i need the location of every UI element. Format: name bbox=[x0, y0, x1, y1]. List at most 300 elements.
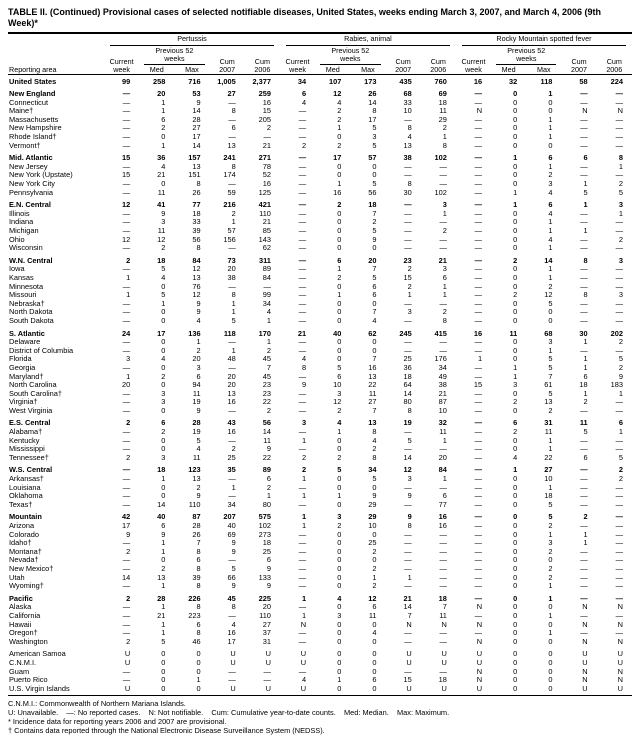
value-cell: 0 bbox=[513, 474, 518, 484]
value-cell: — bbox=[404, 482, 412, 492]
value-cell: — bbox=[404, 114, 412, 124]
value-cell: 84 bbox=[438, 465, 447, 475]
value-cell: 6 bbox=[231, 123, 236, 133]
reporting-area-cell: New York City bbox=[9, 180, 56, 189]
value-cell: 0 bbox=[337, 243, 342, 253]
value-cell: 23 bbox=[403, 255, 412, 265]
value-cell: 0 bbox=[337, 444, 342, 454]
value-cell: U bbox=[210, 685, 245, 696]
value-cell: 241 bbox=[223, 153, 236, 163]
value-cell: 0 bbox=[513, 538, 518, 548]
table-row bbox=[8, 373, 632, 382]
cum-2006-header: Cum 2006 bbox=[245, 46, 280, 75]
value-cell: 64 bbox=[403, 380, 412, 390]
value-cell: — bbox=[474, 345, 483, 355]
value-cell: 2 bbox=[126, 255, 131, 265]
value-cell: — bbox=[298, 132, 307, 142]
value-cell: 1 bbox=[372, 572, 377, 582]
value-cell: 2 bbox=[337, 114, 342, 124]
value-cell: 22 bbox=[368, 380, 377, 390]
value-cell: 4 bbox=[196, 444, 201, 454]
reporting-area-cell: Colorado bbox=[9, 530, 39, 539]
value-cell: 16 bbox=[473, 328, 483, 338]
value-cell: 0 bbox=[513, 675, 518, 685]
value-cell: 5 bbox=[337, 465, 342, 475]
value-cell: 1 bbox=[548, 345, 553, 355]
value-cell: 8 bbox=[407, 123, 412, 133]
value-cell: U bbox=[265, 657, 271, 667]
value-cell: 10 bbox=[544, 474, 553, 484]
value-cell: 173 bbox=[364, 76, 377, 86]
value-cell: 1 bbox=[548, 132, 553, 142]
value-cell: 1 bbox=[548, 628, 553, 638]
value-cell: — bbox=[474, 161, 483, 171]
value-cell: — bbox=[580, 482, 588, 492]
table-row bbox=[8, 75, 632, 87]
group-label-rabies-animal: Rabies, animal bbox=[286, 35, 450, 46]
value-cell: N bbox=[617, 602, 623, 612]
value-cell: U bbox=[476, 657, 483, 667]
value-cell: — bbox=[404, 243, 412, 253]
value-cell: 176 bbox=[434, 354, 447, 364]
value-cell: 52 bbox=[262, 170, 271, 180]
cum-2007-header: Cum 2007 bbox=[210, 46, 245, 75]
value-cell: 11 bbox=[544, 427, 553, 437]
value-cell: 21 bbox=[438, 388, 447, 398]
value-cell: 216 bbox=[223, 200, 236, 210]
value-cell: — bbox=[474, 315, 483, 325]
value-cell: 0 bbox=[513, 307, 518, 317]
current-week-header: Current week bbox=[280, 46, 315, 75]
value-cell: 10 bbox=[403, 106, 412, 116]
value-cell: — bbox=[615, 572, 623, 582]
value-cell: 39 bbox=[192, 572, 201, 582]
value-cell: 8 bbox=[302, 362, 307, 372]
value-cell: — bbox=[298, 482, 307, 492]
value-cell: 3 bbox=[161, 217, 166, 227]
value-cell: — bbox=[228, 491, 236, 501]
value-cell: 21 bbox=[403, 593, 412, 603]
table-row bbox=[8, 347, 632, 356]
value-cell: 0 bbox=[513, 345, 518, 355]
reporting-area-cell: North Dakota bbox=[9, 308, 53, 317]
value-cell: 38 bbox=[403, 153, 412, 163]
value-cell: 1 bbox=[161, 97, 166, 107]
value-cell: N bbox=[582, 666, 588, 676]
value-cell: 1 bbox=[583, 354, 588, 364]
value-cell: — bbox=[439, 444, 447, 454]
table-row bbox=[8, 317, 632, 326]
value-cell: 2 bbox=[442, 123, 447, 133]
value-cell: 30 bbox=[403, 187, 412, 197]
value-cell: 2 bbox=[337, 452, 342, 462]
value-cell: 0 bbox=[513, 521, 518, 530]
value-cell: 8 bbox=[231, 161, 236, 171]
value-cell: 5 bbox=[583, 187, 588, 197]
value-cell: 0 bbox=[161, 649, 166, 659]
value-cell: — bbox=[439, 546, 447, 556]
value-cell: 26 bbox=[192, 187, 201, 197]
value-cell: 6 bbox=[266, 555, 271, 565]
value-cell: — bbox=[474, 298, 483, 308]
value-cell: — bbox=[298, 106, 307, 116]
reporting-area-cell: South Dakota bbox=[9, 316, 54, 325]
value-cell: 0 bbox=[513, 405, 518, 415]
value-cell: 1 bbox=[302, 491, 307, 501]
value-cell: U bbox=[476, 649, 483, 659]
value-cell: 0 bbox=[548, 307, 553, 317]
value-cell: 20 bbox=[438, 452, 447, 462]
value-cell: 0 bbox=[548, 675, 553, 685]
value-cell: — bbox=[439, 572, 447, 582]
value-cell: — bbox=[474, 226, 483, 235]
value-cell: 1 bbox=[302, 610, 307, 620]
value-cell: — bbox=[228, 555, 236, 565]
value-cell: 223 bbox=[188, 610, 201, 620]
value-cell: — bbox=[298, 243, 307, 253]
table-row bbox=[8, 133, 632, 142]
value-cell: 13 bbox=[192, 474, 201, 484]
value-cell: — bbox=[474, 170, 483, 180]
value-cell: 16 bbox=[227, 628, 236, 638]
value-cell: — bbox=[439, 170, 447, 180]
table-row bbox=[8, 283, 632, 292]
value-cell: 0 bbox=[372, 636, 377, 646]
value-cell: 1 bbox=[513, 200, 518, 210]
value-cell: 9 bbox=[161, 208, 166, 218]
value-cell: — bbox=[474, 187, 483, 197]
value-cell: — bbox=[298, 298, 307, 308]
value-cell: 1 bbox=[161, 106, 166, 116]
value-cell: 4 bbox=[407, 132, 412, 142]
value-cell: — bbox=[122, 132, 131, 142]
value-cell: 2 bbox=[618, 362, 623, 372]
value-cell: 102 bbox=[434, 187, 447, 197]
value-cell: 0 bbox=[337, 132, 342, 142]
reporting-area-cell: Vermont† bbox=[9, 141, 41, 150]
value-cell: 7 bbox=[372, 208, 377, 218]
table-row bbox=[8, 428, 632, 437]
value-cell: — bbox=[122, 482, 131, 492]
reporting-area-cell: West Virginia bbox=[9, 406, 53, 415]
value-cell: 15 bbox=[121, 153, 131, 163]
value-cell: 0 bbox=[161, 179, 166, 189]
value-cell: 20 bbox=[368, 255, 377, 265]
value-cell: — bbox=[615, 315, 623, 325]
value-cell: 66 bbox=[227, 572, 236, 582]
value-cell: 6 bbox=[196, 619, 201, 629]
table-row bbox=[8, 398, 632, 407]
value-cell: 25 bbox=[262, 546, 271, 556]
value-cell: — bbox=[580, 499, 588, 509]
value-cell: N bbox=[476, 675, 483, 685]
value-cell: 1 bbox=[337, 264, 342, 274]
value-cell: 6 bbox=[583, 371, 588, 381]
value-cell: 2 bbox=[302, 140, 307, 150]
value-cell: 49 bbox=[438, 371, 447, 381]
value-cell: 1 bbox=[442, 132, 447, 142]
value-cell: 415 bbox=[434, 328, 447, 338]
value-cell: 8 bbox=[231, 290, 236, 300]
value-cell: U bbox=[456, 685, 491, 696]
value-cell: — bbox=[122, 298, 131, 308]
max-header: Max bbox=[526, 65, 561, 75]
value-cell: 6 bbox=[372, 675, 377, 685]
table-row bbox=[8, 565, 632, 574]
value-cell: 0 bbox=[513, 529, 518, 539]
value-cell: 2 bbox=[161, 563, 166, 573]
value-cell: 9 bbox=[302, 380, 307, 390]
value-cell: 14 bbox=[368, 97, 377, 107]
value-cell: — bbox=[580, 208, 588, 218]
value-cell: 3 bbox=[126, 354, 131, 364]
footnotes bbox=[8, 699, 632, 735]
value-cell: — bbox=[580, 435, 588, 445]
value-cell: 136 bbox=[188, 328, 201, 338]
value-cell: 0 bbox=[548, 666, 553, 676]
value-cell: — bbox=[615, 581, 623, 591]
value-cell: 0 bbox=[372, 243, 377, 253]
value-cell: U bbox=[617, 657, 623, 667]
table-row bbox=[8, 492, 632, 501]
reporting-area-cell: Pacific bbox=[9, 593, 33, 603]
value-cell: 21 bbox=[262, 217, 271, 227]
value-cell: 13 bbox=[227, 140, 236, 150]
value-cell: 18 bbox=[438, 675, 447, 685]
value-cell: 1 bbox=[337, 179, 342, 189]
value-cell: 0 bbox=[337, 337, 342, 347]
value-cell: 0 bbox=[513, 217, 518, 227]
value-cell: 0 bbox=[161, 491, 166, 501]
value-cell: 13 bbox=[368, 371, 377, 381]
value-cell: 0 bbox=[337, 161, 342, 171]
value-cell: — bbox=[615, 114, 623, 124]
value-cell: 6 bbox=[513, 418, 518, 428]
value-cell: — bbox=[298, 337, 307, 347]
value-cell: 25 bbox=[227, 452, 236, 462]
med-header: Med bbox=[315, 65, 350, 75]
value-cell: — bbox=[615, 272, 623, 282]
value-cell: — bbox=[122, 187, 131, 197]
value-cell: — bbox=[122, 89, 131, 99]
value-cell: 4 bbox=[548, 234, 553, 244]
value-cell: — bbox=[404, 170, 412, 180]
value-cell: 34 bbox=[368, 465, 377, 475]
value-cell: 17 bbox=[333, 153, 342, 163]
value-cell: — bbox=[122, 161, 131, 171]
table-row bbox=[8, 300, 632, 309]
value-cell: 110 bbox=[259, 208, 271, 218]
value-cell: 2 bbox=[126, 418, 131, 428]
value-cell: 30 bbox=[579, 328, 588, 338]
value-cell: 6 bbox=[548, 200, 553, 210]
value-cell: 9 bbox=[196, 405, 201, 415]
value-cell: — bbox=[615, 610, 623, 620]
value-cell: 12 bbox=[368, 593, 377, 603]
value-cell: 0 bbox=[337, 345, 342, 355]
value-cell: — bbox=[474, 482, 483, 492]
value-cell: — bbox=[580, 132, 588, 142]
value-cell: — bbox=[298, 272, 307, 282]
value-cell: 1 bbox=[442, 435, 447, 445]
value-cell: 0 bbox=[337, 666, 342, 676]
table-row bbox=[8, 381, 632, 390]
value-cell: 99 bbox=[262, 290, 271, 300]
value-cell: 1 bbox=[583, 337, 588, 347]
value-cell: — bbox=[298, 581, 307, 591]
value-cell: 1 bbox=[583, 179, 588, 189]
value-cell: 8 bbox=[196, 179, 201, 189]
value-cell: 6 bbox=[442, 491, 447, 501]
value-cell: 6 bbox=[372, 602, 377, 612]
value-cell: 20 bbox=[121, 380, 131, 390]
value-cell: 0 bbox=[513, 657, 518, 667]
cum-2006-header: Cum 2006 bbox=[597, 46, 632, 75]
reporting-area-cell: Alaska bbox=[9, 603, 32, 612]
value-cell: 0 bbox=[337, 234, 342, 244]
value-cell: 13 bbox=[192, 272, 201, 282]
value-cell: — bbox=[580, 140, 588, 150]
value-cell: — bbox=[228, 337, 236, 347]
value-cell: — bbox=[474, 610, 483, 620]
value-cell: 6 bbox=[372, 290, 377, 300]
value-cell: 38 bbox=[227, 272, 236, 282]
value-cell: 0 bbox=[372, 666, 377, 676]
value-cell: 18 bbox=[157, 465, 166, 475]
value-cell: — bbox=[404, 499, 412, 509]
value-cell: 0 bbox=[337, 307, 342, 317]
table-row bbox=[8, 484, 632, 493]
table-row bbox=[8, 364, 632, 373]
value-cell: 62 bbox=[262, 243, 271, 253]
value-cell: 87 bbox=[438, 397, 447, 407]
value-cell: 0 bbox=[513, 354, 518, 364]
value-cell: — bbox=[404, 161, 412, 171]
value-cell: 0 bbox=[513, 563, 518, 573]
value-cell: 3 bbox=[618, 255, 623, 265]
value-cell: 19 bbox=[403, 418, 412, 428]
value-cell: — bbox=[404, 200, 412, 210]
value-cell: 0 bbox=[513, 161, 518, 171]
value-cell: 17 bbox=[192, 132, 201, 142]
value-cell: 0 bbox=[548, 555, 553, 565]
value-cell: 5 bbox=[372, 179, 377, 189]
value-cell: 6 bbox=[196, 555, 201, 565]
value-cell: 0 bbox=[513, 281, 518, 291]
value-cell: — bbox=[228, 114, 236, 124]
value-cell: 3 bbox=[407, 307, 412, 317]
table-row bbox=[8, 355, 632, 364]
value-cell: 2 bbox=[513, 397, 518, 407]
value-cell: 10 bbox=[333, 380, 342, 390]
value-cell: — bbox=[580, 572, 588, 582]
value-cell: 11 bbox=[439, 106, 447, 116]
value-cell: 94 bbox=[192, 380, 201, 390]
value-cell: 18 bbox=[438, 97, 447, 107]
value-cell: 77 bbox=[192, 200, 201, 210]
value-cell: — bbox=[122, 666, 131, 676]
value-cell: 11 bbox=[192, 388, 201, 398]
value-cell: — bbox=[474, 563, 483, 573]
reporting-area-cell: Michigan bbox=[9, 227, 39, 235]
value-cell: 0 bbox=[161, 337, 166, 347]
value-cell: — bbox=[298, 290, 307, 300]
value-cell: 6 bbox=[161, 521, 166, 530]
value-cell: 1 bbox=[161, 581, 166, 591]
value-cell: 6 bbox=[337, 255, 342, 265]
value-cell: — bbox=[298, 563, 307, 573]
value-cell: N bbox=[476, 666, 483, 676]
value-cell: — bbox=[298, 264, 307, 274]
value-cell: 8 bbox=[618, 153, 623, 163]
value-cell: — bbox=[615, 140, 623, 150]
value-cell: 2 bbox=[548, 405, 553, 415]
value-cell: 9 bbox=[196, 298, 201, 308]
value-cell: 0 bbox=[513, 234, 518, 244]
value-cell: 2 bbox=[513, 427, 518, 437]
reporting-area-cell: Hawaii bbox=[9, 620, 32, 629]
value-cell: 3 bbox=[548, 337, 553, 347]
value-cell: 4 bbox=[231, 619, 236, 629]
value-cell: — bbox=[580, 315, 588, 325]
value-cell: 2 bbox=[196, 345, 201, 355]
value-cell: 22 bbox=[262, 452, 271, 462]
value-cell: 2 bbox=[126, 546, 131, 556]
value-cell: 0 bbox=[513, 179, 518, 189]
value-cell: 46 bbox=[192, 636, 201, 646]
value-cell: 59 bbox=[227, 187, 236, 197]
reporting-area-cell: Oklahoma bbox=[9, 492, 43, 501]
value-cell: — bbox=[474, 452, 483, 462]
value-cell: — bbox=[404, 636, 412, 646]
value-cell: 2 bbox=[372, 444, 377, 454]
value-cell: 56 bbox=[262, 418, 271, 428]
value-cell: 1 bbox=[548, 114, 553, 124]
value-cell: 5 bbox=[372, 272, 377, 282]
value-cell: — bbox=[474, 405, 483, 415]
table-row bbox=[8, 475, 632, 484]
value-cell: 0 bbox=[513, 315, 518, 325]
value-cell: 2 bbox=[126, 636, 131, 646]
value-cell: 69 bbox=[438, 89, 447, 99]
value-cell: 2 bbox=[618, 337, 623, 347]
value-cell: 18 bbox=[157, 255, 166, 265]
value-cell: 3 bbox=[302, 418, 307, 428]
value-cell: — bbox=[122, 444, 131, 454]
value-cell: 8 bbox=[196, 581, 201, 591]
value-cell: 5 bbox=[618, 452, 623, 462]
value-cell: — bbox=[122, 315, 131, 325]
value-cell: — bbox=[474, 465, 483, 475]
value-cell: 3 bbox=[442, 264, 447, 274]
value-cell: — bbox=[615, 298, 623, 308]
reporting-area-cell: South Carolina† bbox=[9, 389, 63, 398]
value-cell: 1 bbox=[231, 298, 236, 308]
value-cell: 5 bbox=[548, 362, 553, 372]
reporting-area-cell: U.S. Virgin Islands bbox=[8, 685, 104, 696]
value-cell: 18 bbox=[262, 538, 271, 548]
value-cell: 0 bbox=[337, 572, 342, 582]
value-cell: 6 bbox=[442, 272, 447, 282]
value-cell: 8 bbox=[196, 243, 201, 253]
value-cell: — bbox=[404, 345, 412, 355]
reporting-area-cell: New England bbox=[9, 89, 56, 99]
value-cell: 0 bbox=[372, 337, 377, 347]
value-cell: 7 bbox=[196, 538, 201, 548]
value-cell: — bbox=[298, 499, 307, 509]
value-cell: — bbox=[298, 226, 307, 235]
table-row bbox=[8, 326, 632, 339]
